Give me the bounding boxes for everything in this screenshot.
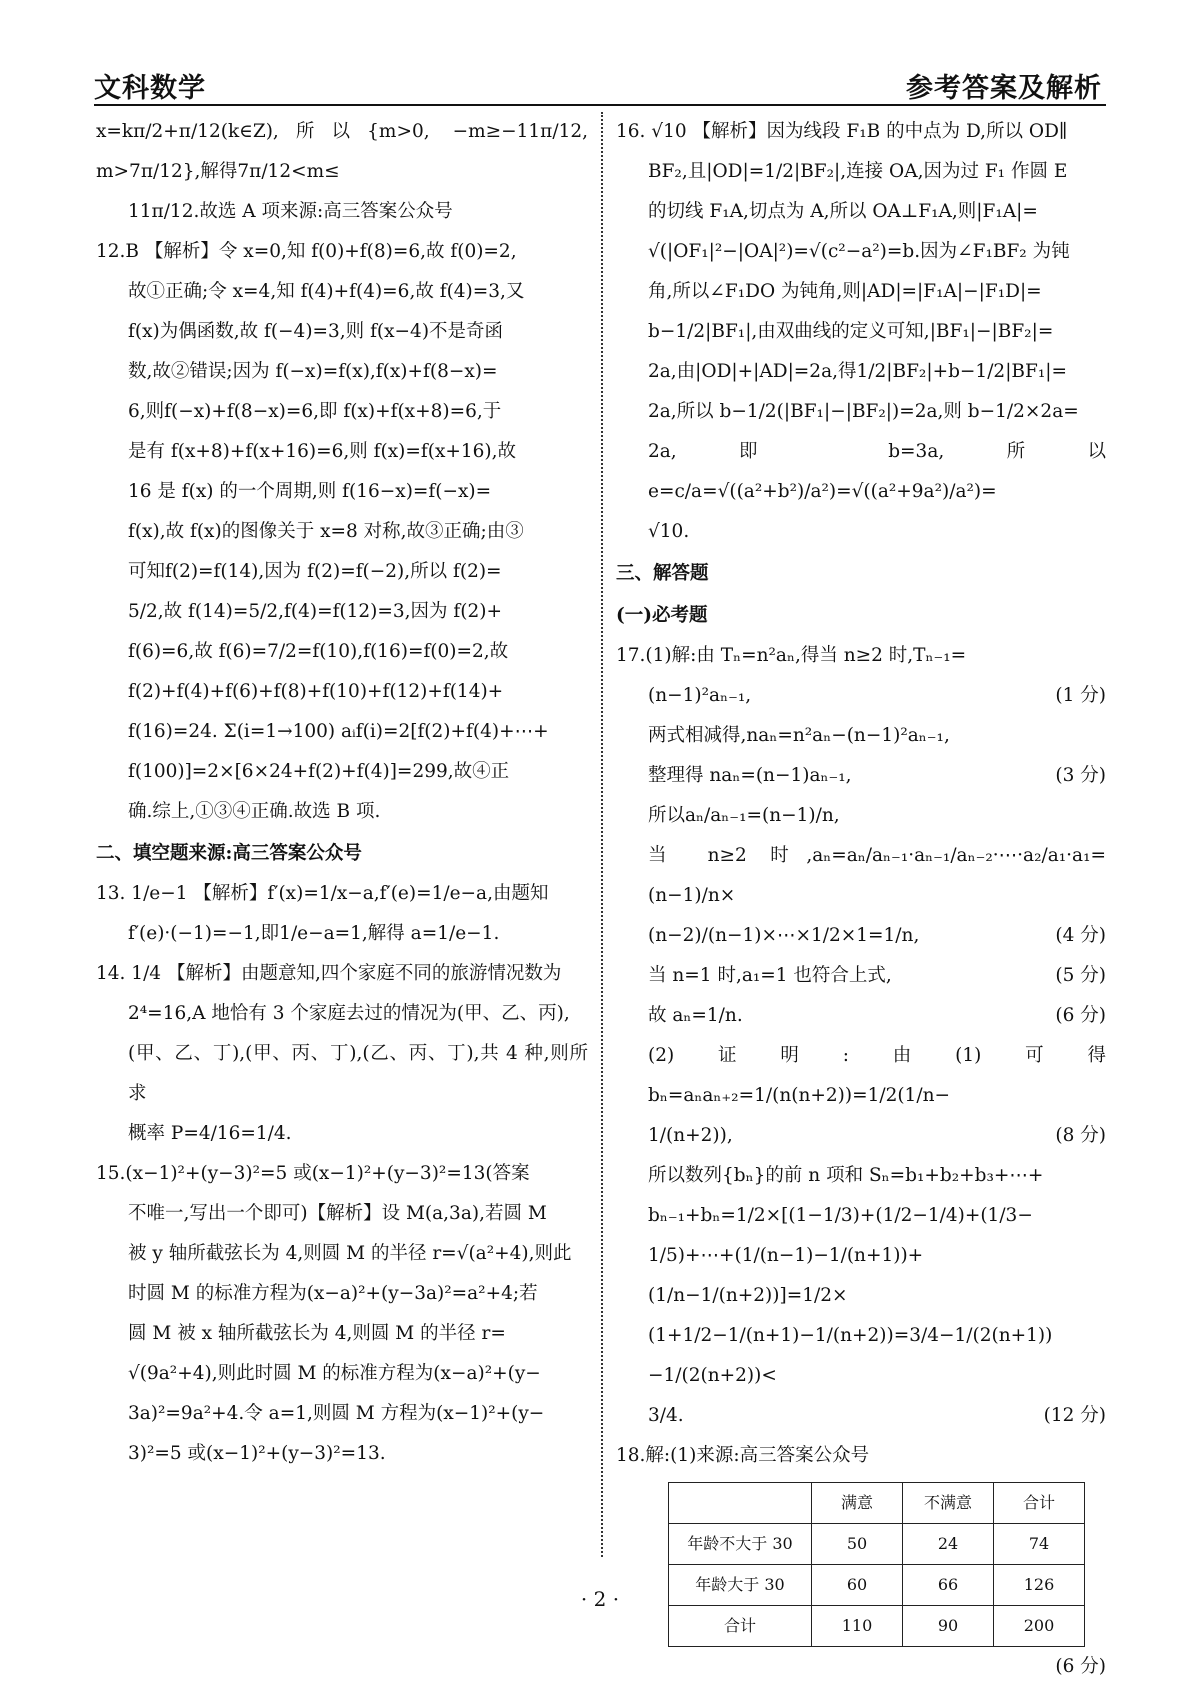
answer-text: 1/5)+⋯+(1/(n−1)−1/(n+1))+(1/n−1/(n+2))]=1/2× bbox=[648, 1245, 924, 1306]
answer-line bbox=[616, 512, 1106, 552]
answer-line bbox=[616, 1156, 1106, 1196]
answer-line: f′(e)·(−1)=−1,即1/e−a=1,解得 a=1/e−1. bbox=[128, 923, 500, 944]
answer-text: 18.解:(1)来源:高三答案公众号 bbox=[616, 1445, 870, 1466]
answer-line: f(100)]=2×[6×24+f(2)+f(4)]=299,故④正 bbox=[128, 761, 510, 782]
table-cell: 合计 bbox=[669, 1606, 812, 1647]
answer-line: x=kπ/2+π/12(k∈Z),所以{m>0, −m≥−11π/12, m>7π/12},解得7π/12<m≤ bbox=[96, 121, 588, 182]
answer-line: √(9a²+4),则此时圆 M 的标准方程为(x−a)²+(y− bbox=[128, 1363, 541, 1384]
answer-text: 3/4. bbox=[648, 1405, 684, 1426]
table-cell: 合计 bbox=[994, 1483, 1085, 1524]
answer-line: 15.(x−1)²+(y−3)²=5 或(x−1)²+(y−3)²=13(答案 bbox=[96, 1163, 530, 1184]
answer-line: 12.B 【解析】令 x=0,知 f(0)+f(8)=6,故 f(0)=2, bbox=[96, 241, 517, 262]
answer-text: 的切线 F₁A,切点为 A,所以 OA⊥F₁A,则|F₁A|= bbox=[648, 201, 1038, 222]
answer-text: b−1/2|BF₁|,由双曲线的定义可知,|BF₁|−|BF₂|= bbox=[648, 321, 1054, 342]
answer-line: 二、填空题来源:高三答案公众号 bbox=[96, 843, 362, 864]
answer-line bbox=[616, 636, 1106, 676]
answer-text: BF₂,且|OD|=1/2|BF₂|,连接 OA,因为过 F₁ 作圆 E bbox=[648, 161, 1068, 182]
table-cell: 满意 bbox=[812, 1483, 903, 1524]
score-mark: (3 分) bbox=[1055, 765, 1106, 786]
answer-line: 被 y 轴所截弦长为 4,则圆 M 的半径 r=√(a²+4),则此 bbox=[128, 1243, 572, 1264]
table-cell: 66 bbox=[903, 1565, 994, 1606]
answer-text: 17.(1)解:由 Tₙ=n²aₙ,得当 n≥2 时,Tₙ₋₁= bbox=[616, 645, 967, 666]
answer-text: 整理得 naₙ=(n−1)aₙ₋₁, bbox=[648, 765, 852, 786]
answer-text: (n−2)/(n−1)×⋯×1/2×1=1/n, bbox=[648, 925, 920, 946]
answer-text: 所以aₙ/aₙ₋₁=(n−1)/n, bbox=[648, 805, 840, 826]
answer-line bbox=[616, 1236, 1106, 1316]
table-cell: 年龄不大于 30 bbox=[669, 1524, 812, 1565]
answer-line bbox=[616, 152, 1106, 192]
table-cell: 200 bbox=[994, 1606, 1085, 1647]
table-cell: 50 bbox=[812, 1524, 903, 1565]
answer-text: (1+1/2−1/(n+1)−1/(n+2))=3/4−1/(2(n+1))−1/(2(n+2))< bbox=[648, 1325, 1053, 1386]
score-mark: (12 分) bbox=[1043, 1405, 1106, 1426]
answer-line: 6,则f(−x)+f(8−x)=6,即 f(x)+f(x+8)=6,于 bbox=[128, 401, 502, 422]
answer-text: 1/(n+2)), bbox=[648, 1125, 733, 1146]
score-mark: (1 分) bbox=[1055, 685, 1106, 706]
answer-line: 故①正确;令 x=4,知 f(4)+f(4)=6,故 f(4)=3,又 bbox=[128, 281, 525, 302]
answer-text: 当 n≥2 时,aₙ=aₙ/aₙ₋₁·aₙ₋₁/aₙ₋₂·⋯·a₂/a₁·a₁=(n−1)/n× bbox=[648, 845, 1106, 906]
table-cell: 年龄大于 30 bbox=[669, 1565, 812, 1606]
answer-line bbox=[616, 756, 1106, 796]
answer-line: f(6)=6,故 f(6)=7/2=f(10),f(16)=f(0)=2,故 bbox=[128, 641, 509, 662]
table-cell: 60 bbox=[812, 1565, 903, 1606]
left-column bbox=[96, 112, 588, 1474]
answer-text: bₙ₋₁+bₙ=1/2×[(1−1/3)+(1/2−1/4)+(1/3− bbox=[648, 1205, 1033, 1226]
answer-line: f(16)=24. Σ(i=1→100) aᵢf(i)=2[f(2)+f(4)+⋯+ bbox=[128, 721, 549, 742]
answer-line: 3)²=5 或(x−1)²+(y−3)²=13. bbox=[128, 1443, 386, 1464]
answer-line: 时圆 M 的标准方程为(x−a)²+(y−3a)²=a²+4;若 bbox=[128, 1283, 538, 1304]
answer-line bbox=[616, 352, 1106, 392]
answer-text: (一)必考题 bbox=[616, 605, 708, 626]
answer-line bbox=[616, 1036, 1106, 1116]
answer-line: 5/2,故 f(14)=5/2,f(4)=f(12)=3,因为 f(2)+ bbox=[128, 601, 502, 622]
answer-line: 确.综上,①③④正确.故选 B 项. bbox=[128, 801, 381, 822]
survey-table-wrapper bbox=[668, 1482, 1106, 1647]
answer-line bbox=[616, 1396, 1106, 1436]
table-cell: 90 bbox=[903, 1606, 994, 1647]
answer-line: 圆 M 被 x 轴所截弦长为 4,则圆 M 的半径 r= bbox=[128, 1323, 506, 1344]
answer-text: (2)证明:由(1)可得 bₙ=aₙaₙ₊₂=1/(n(n+2))=1/2(1/n− bbox=[648, 1045, 1106, 1106]
answer-text: 2a,由|OD|+|AD|=2a,得1/2|BF₂|+b−1/2|BF₁|= bbox=[648, 361, 1068, 382]
answer-text: 当 n=1 时,a₁=1 也符合上式, bbox=[648, 965, 892, 986]
answer-line bbox=[616, 916, 1106, 956]
table-cell: 不满意 bbox=[903, 1483, 994, 1524]
survey-table bbox=[668, 1482, 1085, 1647]
answer-text: 两式相减得,naₙ=n²aₙ−(n−1)²aₙ₋₁, bbox=[648, 725, 950, 746]
table-header-row bbox=[669, 1483, 1085, 1524]
answer-line: 13. 1/e−1 【解析】f′(x)=1/x−a,f′(e)=1/e−a,由题知 bbox=[96, 883, 549, 904]
answer-text: 2a,即 b=3a,所以 e=c/a=√((a²+b²)/a²)=√((a²+9a²)/a²)= bbox=[648, 441, 1106, 502]
answer-line bbox=[616, 312, 1106, 352]
answer-line: 14. 1/4 【解析】由题意知,四个家庭不同的旅游情况数为 bbox=[96, 963, 562, 984]
answer-line bbox=[616, 956, 1106, 996]
answer-line: 是有 f(x+8)+f(x+16)=6,则 f(x)=f(x+16),故 bbox=[128, 441, 517, 462]
answer-line: 3a)²=9a²+4.令 a=1,则圆 M 方程为(x−1)²+(y− bbox=[128, 1403, 545, 1424]
score-mark: (4 分) bbox=[1055, 925, 1106, 946]
answer-line: 2⁴=16,A 地恰有 3 个家庭去过的情况为(甲、乙、丙), bbox=[128, 1003, 570, 1024]
answer-line: (甲、乙、丁),(甲、丙、丁),(乙、丙、丁),共 4 种,则所求 bbox=[128, 1043, 588, 1104]
answer-line bbox=[616, 676, 1106, 716]
answer-line: f(x)为偶函数,故 f(−4)=3,则 f(x−4)不是奇函 bbox=[128, 321, 504, 342]
section-title: 参考答案及解析 bbox=[906, 73, 1102, 104]
answer-line: 可知f(2)=f(14),因为 f(2)=f(−2),所以 f(2)= bbox=[128, 561, 502, 582]
column-divider bbox=[601, 112, 603, 1557]
answer-line: 概率 P=4/16=1/4. bbox=[128, 1123, 292, 1144]
table-cell: 74 bbox=[994, 1524, 1085, 1565]
table-cell: 110 bbox=[812, 1606, 903, 1647]
answer-line bbox=[616, 716, 1106, 756]
table-row bbox=[669, 1606, 1085, 1647]
right-column bbox=[616, 112, 1106, 1687]
answer-line bbox=[616, 112, 1106, 152]
answer-line: 11π/12.故选 A 项来源:高三答案公众号 bbox=[128, 201, 453, 222]
page-number: · 2 · bbox=[580, 1587, 620, 1611]
table-row bbox=[669, 1524, 1085, 1565]
answer-line: 数,故②错误;因为 f(−x)=f(x),f(x)+f(8−x)= bbox=[128, 361, 498, 382]
answer-text: 所以数列{bₙ}的前 n 项和 Sₙ=b₁+b₂+b₃+⋯+ bbox=[648, 1165, 1044, 1186]
table-cell: 126 bbox=[994, 1565, 1085, 1606]
table-cell bbox=[669, 1483, 812, 1524]
answer-line bbox=[616, 232, 1106, 272]
page-header bbox=[0, 0, 1200, 105]
subject-title: 文科数学 bbox=[94, 73, 206, 104]
answer-text: (n−1)²aₙ₋₁, bbox=[648, 685, 752, 706]
score-mark: (6 分) bbox=[1055, 1005, 1106, 1026]
answer-line bbox=[616, 1116, 1106, 1156]
answer-line bbox=[616, 272, 1106, 312]
answer-line bbox=[616, 596, 1106, 636]
table-cell: 24 bbox=[903, 1524, 994, 1565]
answer-text: 角,所以∠F₁DO 为钝角,则|AD|=|F₁A|−|F₁D|= bbox=[648, 281, 1042, 302]
answer-text: 2a,所以 b−1/2(|BF₁|−|BF₂|)=2a,则 b−1/2×2a= bbox=[648, 401, 1079, 422]
answer-line bbox=[616, 836, 1106, 916]
answer-line bbox=[616, 996, 1106, 1036]
score-mark: (6 分) bbox=[1055, 1656, 1106, 1677]
answer-line bbox=[616, 554, 1106, 594]
answer-line: f(x),故 f(x)的图像关于 x=8 对称,故③正确;由③ bbox=[128, 521, 524, 542]
answer-line bbox=[616, 1436, 1106, 1476]
answer-text: 16. √10 【解析】因为线段 F₁B 的中点为 D,所以 OD∥ bbox=[616, 121, 1068, 142]
answer-line: 不唯一,写出一个即可)【解析】设 M(a,3a),若圆 M bbox=[128, 1203, 547, 1224]
answer-text: √(|OF₁|²−|OA|²)=√(c²−a²)=b.因为∠F₁BF₂ 为钝 bbox=[648, 241, 1070, 262]
answer-line: f(2)+f(4)+f(6)+f(8)+f(10)+f(12)+f(14)+ bbox=[128, 681, 504, 702]
answer-line bbox=[616, 1196, 1106, 1236]
answer-line: 16 是 f(x) 的一个周期,则 f(16−x)=f(−x)= bbox=[128, 481, 492, 502]
answer-line bbox=[616, 1316, 1106, 1396]
header-rule bbox=[94, 104, 1106, 106]
answer-text: 故 aₙ=1/n. bbox=[648, 1005, 743, 1026]
answer-line bbox=[616, 432, 1106, 512]
score-mark: (8 分) bbox=[1055, 1125, 1106, 1146]
answer-text: 三、解答题 bbox=[616, 563, 709, 584]
score-mark: (5 分) bbox=[1055, 965, 1106, 986]
answer-line bbox=[616, 192, 1106, 232]
answer-text: √10. bbox=[648, 521, 690, 542]
answer-line bbox=[616, 796, 1106, 836]
answer-line bbox=[616, 392, 1106, 432]
